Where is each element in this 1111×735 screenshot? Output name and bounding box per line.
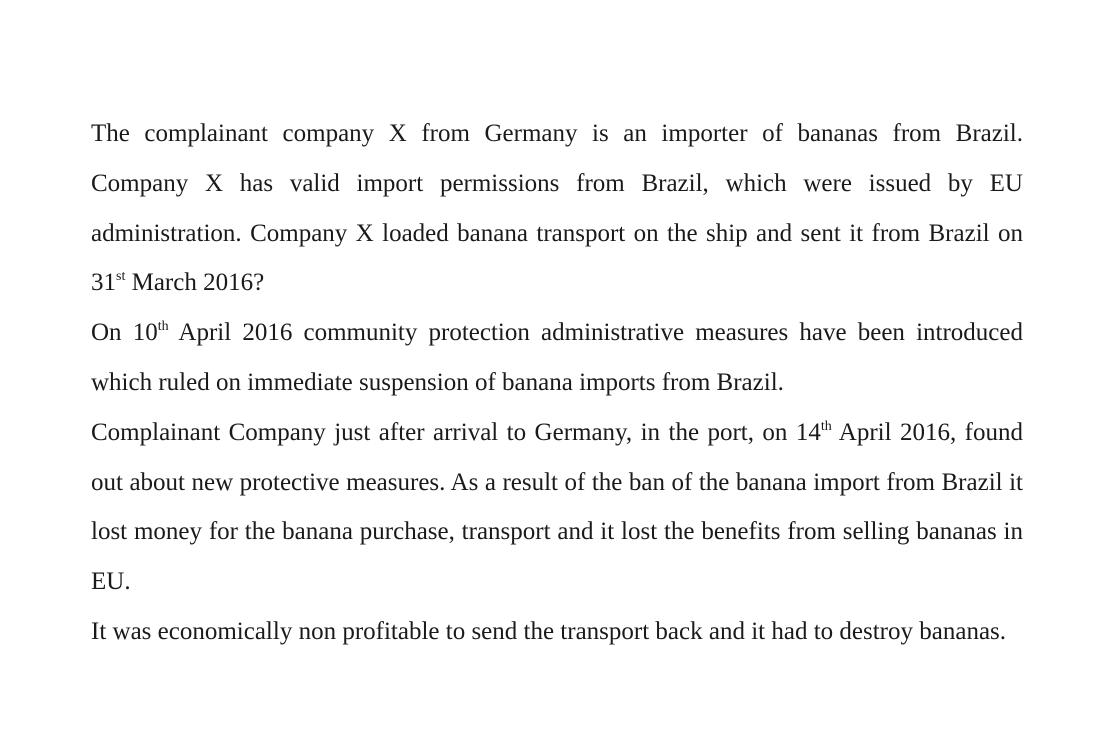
paragraph-destroy: [91, 607, 1023, 657]
paragraph-measures: [91, 308, 1023, 408]
paragraph-text: Complainant Company just after arrival to Germany, in the port, on 14: [91, 418, 821, 446]
paragraph-shipment: [91, 109, 1023, 308]
paragraph-text: It was economically non profitable to send the transport back and it had to destroy bananas.: [91, 617, 1007, 645]
paragraph-text: April 2016 community protection administrative measures have been introduced which ruled on immediate suspension of banana imports from Brazil.: [91, 319, 1023, 396]
superscript-ordinal: th: [157, 319, 169, 335]
paragraph-text: April 2016, found out about new protective measures. As a result of the ban of the banana import from Brazil it lost money for the banana purchase, transport and it lost the benefits from selling bananas in EU.: [91, 418, 1024, 596]
paragraph-text: The complainant company X from Germany is an importer of bananas from Brazil. Company X has valid import permissions from Brazil, which were issued by EU administration. Company X loaded banana transport on the ship and sent it from Brazil on 31: [91, 120, 1023, 297]
document-body: [91, 109, 1023, 657]
paragraph-text: On 10: [91, 319, 158, 347]
paragraph-arrival: [91, 408, 1023, 607]
superscript-ordinal: th: [820, 418, 832, 434]
superscript-ordinal: st: [116, 269, 126, 285]
paragraph-text: March 2016?: [125, 269, 265, 297]
